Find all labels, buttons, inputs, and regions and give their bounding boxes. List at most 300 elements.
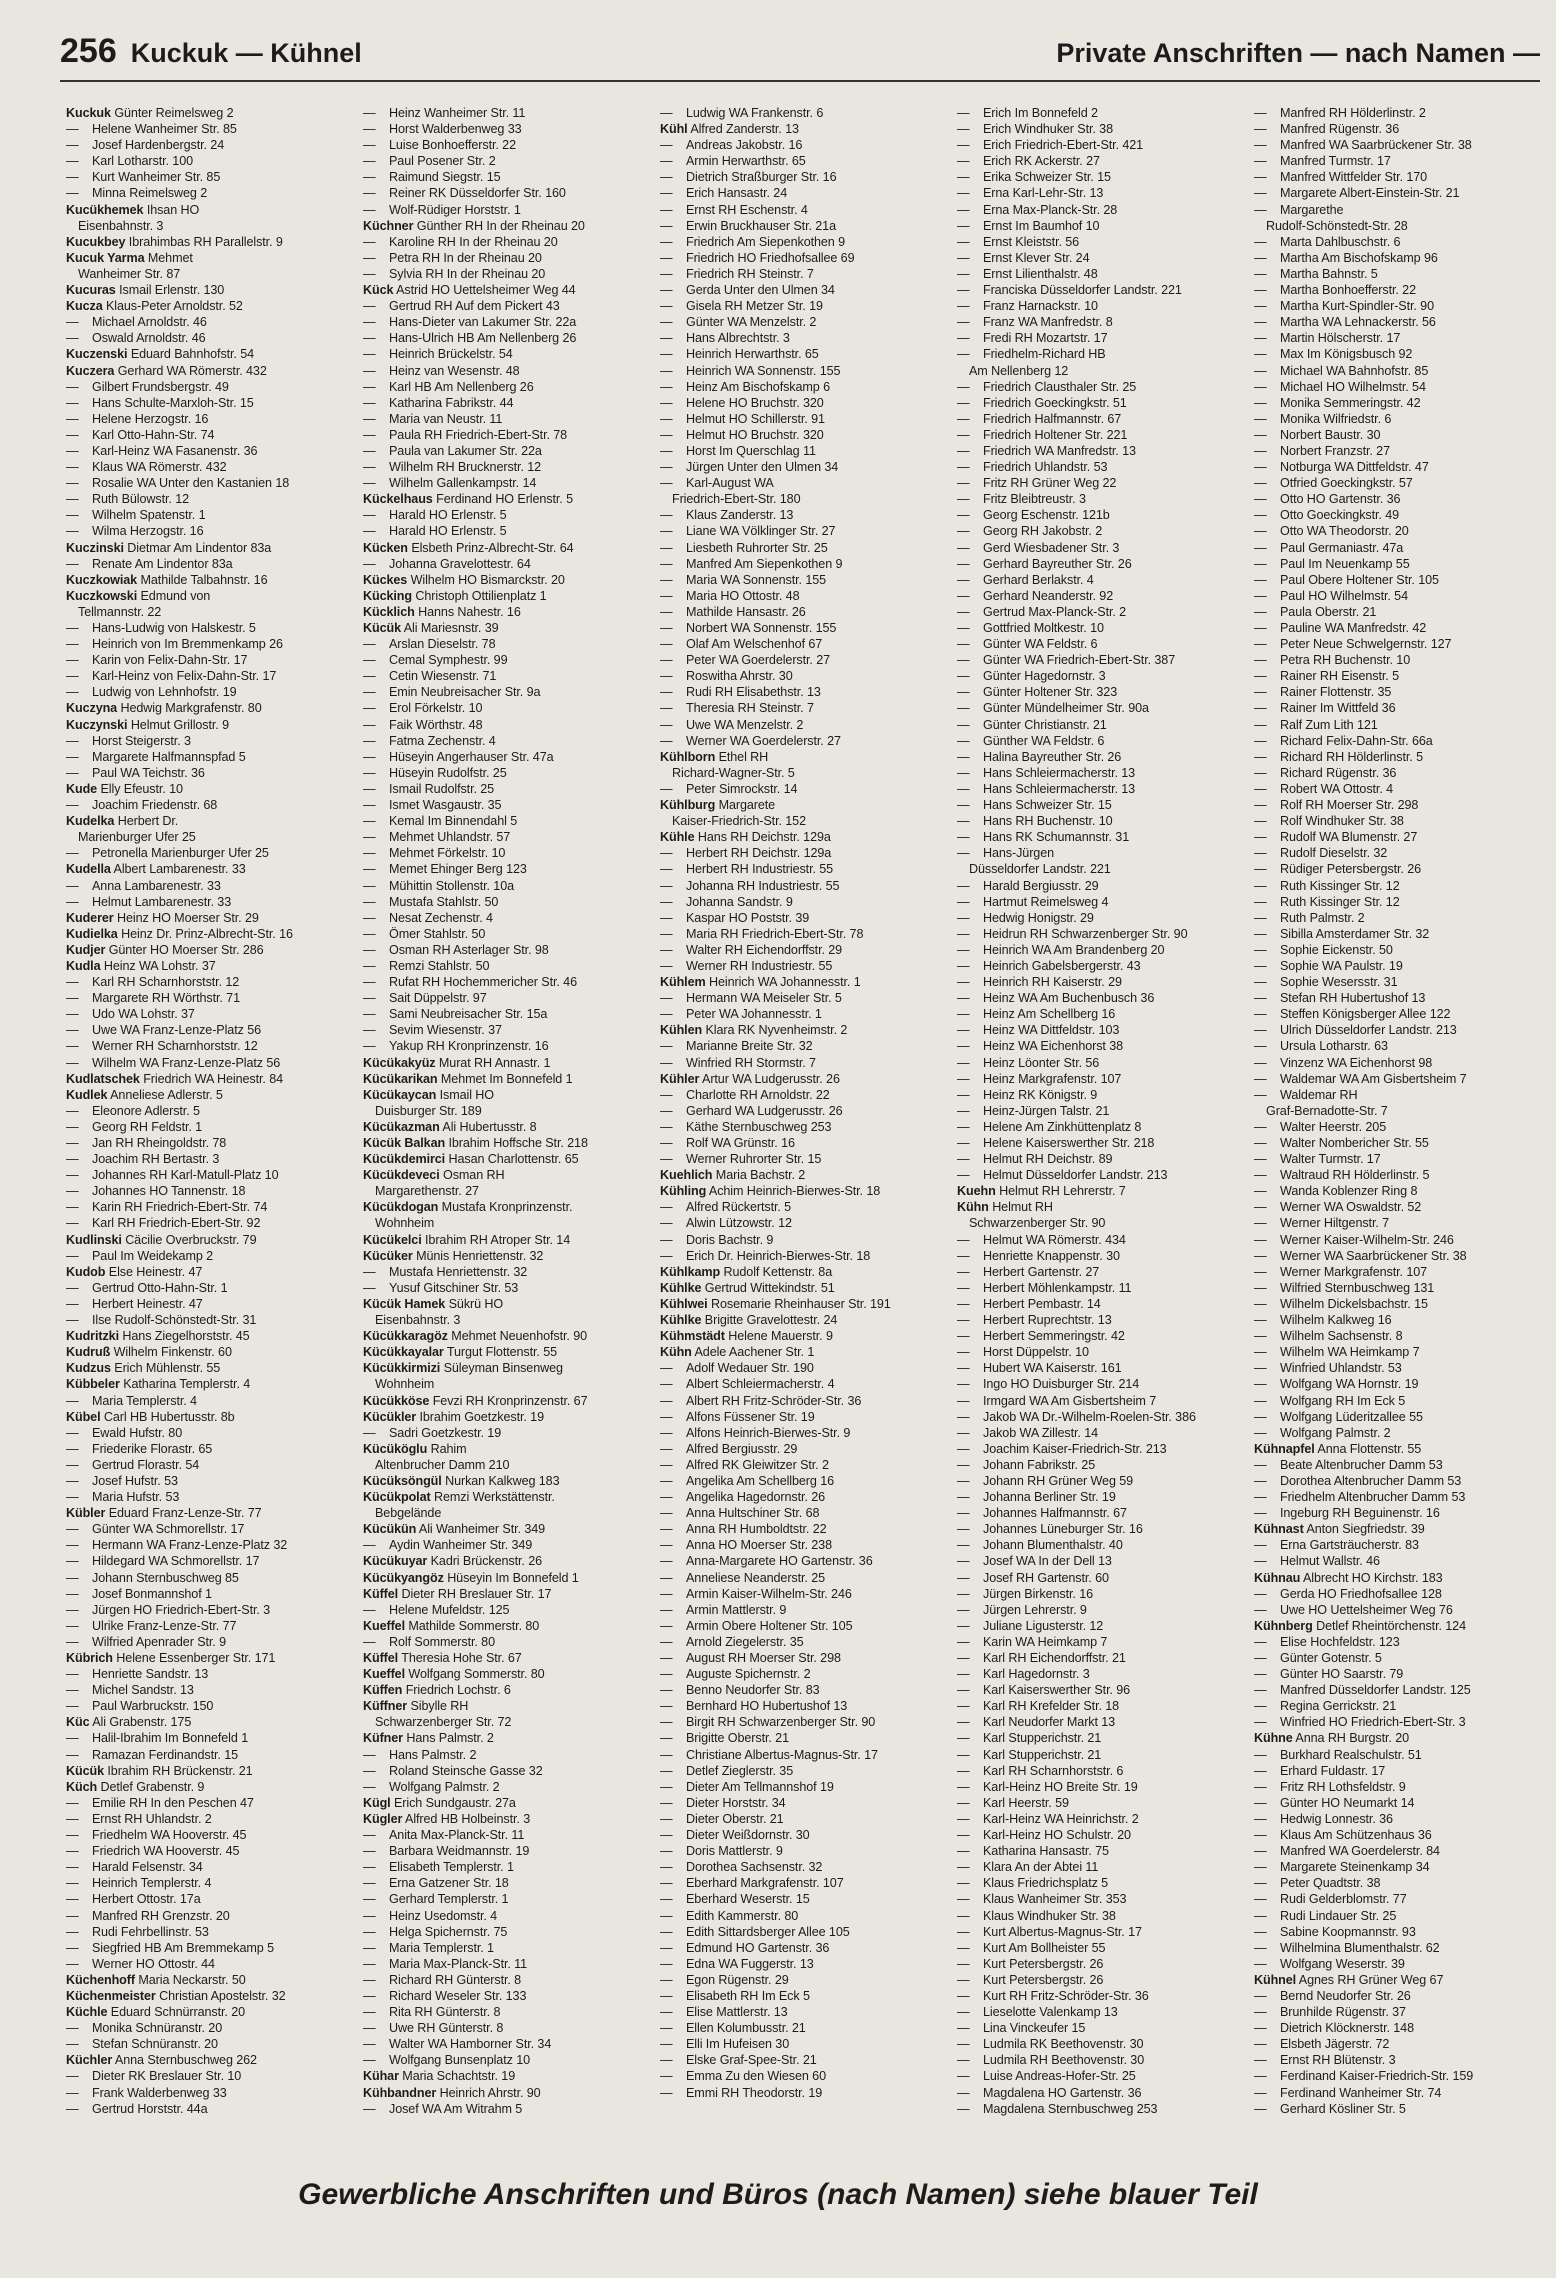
- directory-entry: [660, 1393, 951, 1409]
- repeat-dash: —: [66, 1168, 79, 1183]
- directory-entry: [1254, 1489, 1545, 1505]
- repeat-dash: —: [1254, 1651, 1267, 1665]
- entry-text: Adolf Wedauer Str. 190: [686, 1361, 814, 1376]
- entry-text: Hanns Nahestr. 16: [418, 604, 521, 619]
- directory-entry: [957, 861, 1248, 877]
- directory-entry: [66, 363, 357, 379]
- repeat-dash: —: [957, 508, 970, 523]
- entry-text: Sophie WA Paulstr. 19: [1280, 958, 1403, 973]
- repeat-dash: —: [660, 106, 673, 120]
- repeat-dash: —: [1254, 1908, 1267, 1923]
- directory-entry: [363, 700, 654, 716]
- entry-text: Olaf Am Welschenhof 67: [686, 637, 823, 652]
- entry-surname: Kühlke: [660, 1280, 702, 1295]
- repeat-dash: —: [363, 331, 376, 346]
- directory-entry: [363, 1891, 654, 1907]
- entry-text: Minna Reimelsweg 2: [92, 186, 208, 201]
- directory-entry: [66, 475, 357, 491]
- entry-text: Herbert RH Industriestr. 55: [686, 862, 834, 877]
- directory-entry: [957, 652, 1248, 668]
- entry-text: Joachim RH Bertastr. 3: [92, 1152, 220, 1167]
- directory-entry: [1254, 540, 1545, 556]
- directory-entry: [660, 1537, 951, 1553]
- repeat-dash: —: [66, 1007, 79, 1022]
- entry-text: Anna HO Moerser Str. 238: [686, 1538, 832, 1553]
- directory-entry: [66, 1795, 357, 1811]
- repeat-dash: —: [66, 1924, 79, 1939]
- directory-entry: [957, 1618, 1248, 1634]
- entry-text: Michael HO Wilhelmstr. 54: [1280, 379, 1426, 394]
- entry-text: Gerhard WA Römerstr. 432: [117, 363, 267, 378]
- repeat-dash: —: [1254, 2069, 1267, 2084]
- repeat-dash: —: [66, 1538, 79, 1553]
- directory-entry: [1254, 1779, 1545, 1795]
- entry-text: Johannes Lüneburger Str. 16: [983, 1522, 1143, 1537]
- repeat-dash: —: [1254, 1409, 1267, 1424]
- entry-text: Marianne Breite Str. 32: [686, 1039, 813, 1054]
- directory-entry: [957, 1409, 1248, 1425]
- directory-entry: [1254, 2020, 1545, 2036]
- directory-entry: [957, 1537, 1248, 1553]
- repeat-dash: —: [66, 991, 79, 1006]
- entry-text: Hans RH Buchenstr. 10: [983, 814, 1113, 829]
- entry-text: Hedwig Lonnestr. 36: [1280, 1811, 1393, 1826]
- entry-text: Heinrich Gabelsbergerstr. 43: [983, 958, 1141, 973]
- entry-text: Walter Heerstr. 205: [1280, 1119, 1387, 1134]
- directory-entry: [1254, 797, 1545, 813]
- repeat-dash: —: [660, 2085, 673, 2100]
- directory-entry: [66, 1167, 357, 1183]
- entry-text: Ernst RH Eschenstr. 4: [686, 202, 808, 217]
- repeat-dash: —: [363, 443, 376, 458]
- repeat-dash: —: [957, 878, 970, 893]
- repeat-dash: —: [1254, 1715, 1267, 1730]
- repeat-dash: —: [660, 878, 673, 893]
- directory-entry: [660, 1248, 951, 1264]
- entry-text: Sadri Goetzkestr. 19: [389, 1425, 502, 1440]
- directory-entry: [66, 1055, 357, 1071]
- entry-text: Dieter Horststr. 34: [686, 1795, 786, 1810]
- directory-entry: [66, 1006, 357, 1022]
- directory-entry: [660, 1312, 951, 1328]
- entry-text: Helmut Düsseldorfer Landstr. 213: [983, 1168, 1168, 1183]
- entry-text: Ulrike Franz-Lenze-Str. 77: [92, 1618, 237, 1633]
- entry-text: Joachim Kaiser-Friedrich-Str. 213: [983, 1441, 1167, 1456]
- directory-entry: [66, 588, 357, 604]
- repeat-dash: —: [66, 1699, 79, 1714]
- repeat-dash: —: [957, 540, 970, 555]
- repeat-dash: —: [1254, 1168, 1267, 1183]
- entry-text: Günther RH In der Rheinau 20: [416, 218, 585, 233]
- directory-entry: [66, 1473, 357, 1489]
- entry-text: Werner Markgrafenstr. 107: [1280, 1264, 1428, 1279]
- entry-text: Margarethenstr. 27: [375, 1184, 479, 1199]
- entry-text: Mühittin Stollenstr. 10a: [389, 878, 515, 893]
- entry-surname: Kühling: [660, 1184, 707, 1199]
- entry-text: Henriette Knappenstr. 30: [983, 1248, 1120, 1263]
- entry-text: Hans-Ludwig von Halskestr. 5: [92, 621, 256, 635]
- repeat-dash: —: [957, 122, 970, 137]
- directory-entry: [1254, 1682, 1545, 1698]
- entry-text: Karin von Felix-Dahn-Str. 17: [92, 653, 248, 668]
- entry-text: Klaus Am Schützenhaus 36: [1280, 1828, 1432, 1843]
- directory-entry: [660, 1875, 951, 1891]
- directory-entry: [957, 1811, 1248, 1827]
- repeat-dash: —: [1254, 717, 1267, 732]
- directory-entry: [363, 958, 654, 974]
- entry-text: Karin RH Friedrich-Ebert-Str. 74: [92, 1200, 268, 1215]
- entry-text: Ömer Stahlstr. 50: [389, 926, 486, 941]
- entry-text: Erhard Fuldastr. 17: [1280, 1763, 1386, 1778]
- entry-text: Winfried HO Friedrich-Ebert-Str. 3: [1280, 1715, 1466, 1730]
- entry-text: Eberhard Markgrafenstr. 107: [686, 1876, 844, 1891]
- directory-entry: [363, 330, 654, 346]
- directory-entry: [66, 572, 357, 588]
- entry-text: Winfried Uhlandstr. 53: [1280, 1361, 1402, 1376]
- entry-surname: Kueffel: [363, 1667, 405, 1682]
- directory-entry: [660, 1232, 951, 1248]
- entry-surname: Kucükhemek: [66, 202, 144, 217]
- repeat-dash: —: [1254, 1940, 1267, 1955]
- directory-entry: [363, 1763, 654, 1779]
- directory-entry: [957, 266, 1248, 282]
- directory-entry: [660, 314, 951, 330]
- repeat-dash: —: [957, 315, 970, 330]
- entry-surname: Kügl: [363, 1795, 391, 1810]
- entry-text: Joachim Friedenstr. 68: [92, 798, 218, 813]
- directory-entry: [957, 910, 1248, 926]
- repeat-dash: —: [1254, 1216, 1267, 1231]
- entry-text: Fredi RH Mozartstr. 17: [983, 331, 1108, 346]
- entry-surname: Kücüksöngül: [363, 1473, 442, 1488]
- entry-text: Richard Felix-Dahn-Str. 66a: [1280, 733, 1433, 748]
- entry-text: Georg RH Jakobstr. 2: [983, 524, 1103, 539]
- repeat-dash: —: [660, 443, 673, 458]
- entry-text: Renate Am Lindentor 83a: [92, 556, 233, 571]
- entry-surname: Kudielka: [66, 926, 118, 941]
- entry-text: Astrid HO Uettelsheimer Weg 44: [396, 283, 576, 298]
- entry-text: Hildegard WA Schmorellstr. 17: [92, 1554, 260, 1569]
- entry-text: Alwin Lützowstr. 12: [686, 1216, 792, 1231]
- repeat-dash: —: [66, 1136, 79, 1150]
- directory-entry: [1254, 1666, 1545, 1682]
- repeat-dash: —: [363, 1039, 376, 1054]
- repeat-dash: —: [1254, 524, 1267, 539]
- header-section-title: Private Anschriften — nach Namen —: [1056, 38, 1540, 68]
- directory-entry: [1254, 878, 1545, 894]
- directory-entry: [1254, 1006, 1545, 1022]
- entry-text: Albert Lambarenestr. 33: [113, 862, 246, 877]
- repeat-dash: —: [66, 1892, 79, 1907]
- entry-text: Klaus-Peter Arnoldstr. 52: [106, 299, 243, 314]
- directory-entry: [66, 105, 357, 121]
- entry-text: Eduard Schnürranstr. 20: [110, 2005, 246, 2020]
- directory-entry: [66, 717, 357, 733]
- entry-text: Horst Düppelstr. 10: [983, 1345, 1089, 1360]
- repeat-dash: —: [1254, 1007, 1267, 1022]
- repeat-dash: —: [1254, 1795, 1267, 1810]
- directory-entry: [66, 1924, 357, 1940]
- repeat-dash: —: [957, 958, 970, 973]
- entry-text: Maria Bachstr. 2: [715, 1168, 806, 1183]
- entry-text: Liane WA Völklinger Str. 27: [686, 524, 836, 539]
- entry-text: Udo WA Lohstr. 37: [92, 1007, 195, 1022]
- repeat-dash: —: [957, 846, 970, 861]
- entry-text: Doris Bachstr. 9: [686, 1232, 774, 1247]
- repeat-dash: —: [957, 798, 970, 813]
- footer-note: Gewerbliche Anschriften und Büros (nach Namen) siehe blauer Teil: [298, 2178, 1258, 2211]
- directory-entry: [1254, 652, 1545, 668]
- directory-entry: [363, 1779, 654, 1795]
- directory-entry: [660, 282, 951, 298]
- entry-text: Gertrud RH Auf dem Pickert 43: [389, 299, 560, 314]
- repeat-dash: —: [1254, 331, 1267, 346]
- entry-text: Wilhelm WA Heimkamp 7: [1280, 1345, 1420, 1360]
- directory-entry: [66, 346, 357, 362]
- repeat-dash: —: [660, 1811, 673, 1826]
- repeat-dash: —: [363, 1988, 376, 2003]
- directory-entry: [660, 1988, 951, 2004]
- entry-text: Heinrich Templerstr. 4: [92, 1876, 212, 1891]
- entry-text: Helene Mufeldstr. 125: [389, 1602, 510, 1617]
- repeat-dash: —: [66, 1828, 79, 1843]
- entry-text: Katharina Hansastr. 75: [983, 1844, 1109, 1859]
- entry-text: Ingo HO Duisburger Str. 214: [983, 1377, 1140, 1392]
- directory-entry: [66, 990, 357, 1006]
- directory-entry: [1254, 121, 1545, 137]
- directory-entry: [1254, 1232, 1545, 1248]
- entry-text: Mathilde Talbahnstr. 16: [140, 572, 268, 587]
- directory-entry: [363, 427, 654, 443]
- directory-entry: [363, 298, 654, 314]
- entry-text: Günter WA Friedrich-Ebert-Str. 387: [983, 653, 1176, 668]
- directory-columns: [66, 105, 1546, 2125]
- entry-text: Christiane Albertus-Magnus-Str. 17: [686, 1747, 878, 1762]
- repeat-dash: —: [1254, 154, 1267, 169]
- directory-entry: [66, 958, 357, 974]
- directory-entry: [957, 878, 1248, 894]
- entry-text: Gerda Unter den Ulmen 34: [686, 283, 835, 298]
- directory-entry: [957, 1730, 1248, 1746]
- repeat-dash: —: [1254, 1956, 1267, 1971]
- directory-entry: [66, 1232, 357, 1248]
- entry-text: Wolfgang Bunsenplatz 10: [389, 2053, 530, 2068]
- repeat-dash: —: [1254, 1490, 1267, 1505]
- entry-text: Münis Henriettenstr. 32: [416, 1248, 544, 1263]
- entry-text: Otto Goeckingkstr. 49: [1280, 508, 1399, 523]
- entry-text: Franciska Düsseldorfer Landstr. 221: [983, 283, 1182, 298]
- directory-entry: [1254, 1650, 1545, 1666]
- entry-text: Heinrich von Im Bremmenkamp 26: [92, 637, 283, 652]
- entry-surname: Kücükkaragöz: [363, 1329, 448, 1344]
- repeat-dash: —: [957, 1538, 970, 1553]
- repeat-dash: —: [66, 2069, 79, 2084]
- repeat-dash: —: [1254, 1361, 1267, 1376]
- directory-entry: [1254, 202, 1545, 218]
- directory-entry: [957, 234, 1248, 250]
- entry-text: Theresia Hohe Str. 67: [401, 1651, 522, 1665]
- repeat-dash: —: [66, 1747, 79, 1762]
- repeat-dash: —: [957, 1683, 970, 1698]
- directory-entry: [66, 1988, 357, 2004]
- directory-entry: [660, 2085, 951, 2101]
- entry-text: Peter Simrockstr. 14: [686, 781, 798, 796]
- repeat-dash: —: [363, 1007, 376, 1022]
- repeat-dash: —: [66, 653, 79, 668]
- directory-entry: [1254, 1441, 1545, 1457]
- entry-text: Dietrich Straßburger Str. 16: [686, 170, 837, 185]
- repeat-dash: —: [1254, 250, 1267, 265]
- entry-surname: Kücükkayalar: [363, 1345, 444, 1360]
- directory-entry: [66, 1650, 357, 1666]
- entry-text: Sibilla Amsterdamer Str. 32: [1280, 926, 1430, 941]
- repeat-dash: —: [957, 1425, 970, 1440]
- directory-entry: [660, 1441, 951, 1457]
- entry-text: Karl-August WA: [686, 476, 774, 491]
- directory-entry: [660, 813, 951, 829]
- directory-entry: [660, 2020, 951, 2036]
- entry-text: Heinrich WA Johannesstr. 1: [709, 975, 861, 990]
- entry-text: Maria Schachtstr. 19: [402, 2069, 516, 2084]
- directory-entry: [363, 1634, 654, 1650]
- entry-text: Erich Sundgaustr. 27a: [394, 1795, 516, 1810]
- repeat-dash: —: [66, 1844, 79, 1859]
- entry-surname: Kudelka: [66, 814, 115, 829]
- directory-entry: [66, 1119, 357, 1135]
- entry-surname: Kücükkirmizi: [363, 1361, 441, 1376]
- directory-entry: [660, 1215, 951, 1231]
- directory-entry: [1254, 234, 1545, 250]
- repeat-dash: —: [1254, 1280, 1267, 1295]
- entry-surname: Kühl: [660, 122, 688, 137]
- repeat-dash: —: [660, 1377, 673, 1392]
- repeat-dash: —: [1254, 1393, 1267, 1408]
- directory-entry: [957, 1570, 1248, 1586]
- entry-text: Egon Rügenstr. 29: [686, 1972, 789, 1987]
- directory-entry: [660, 1891, 951, 1907]
- directory-entry: [363, 878, 654, 894]
- directory-entry: [1254, 1586, 1545, 1602]
- directory-entry: [660, 894, 951, 910]
- repeat-dash: —: [1254, 1988, 1267, 2003]
- entry-text: Martha Am Bischofskamp 96: [1280, 250, 1438, 265]
- entry-text: Josef Bonmannshof 1: [92, 1586, 212, 1601]
- repeat-dash: —: [363, 1602, 376, 1617]
- repeat-dash: —: [66, 894, 79, 909]
- directory-entry: [957, 1296, 1248, 1312]
- repeat-dash: —: [363, 476, 376, 491]
- directory-entry: [363, 153, 654, 169]
- repeat-dash: —: [660, 1039, 673, 1054]
- repeat-dash: —: [66, 427, 79, 442]
- repeat-dash: —: [1254, 1345, 1267, 1360]
- repeat-dash: —: [66, 492, 79, 507]
- directory-entry: [66, 636, 357, 652]
- entry-surname: Kühnberg: [1254, 1618, 1313, 1633]
- entry-text: Dieter RH Breslauer Str. 17: [401, 1586, 552, 1601]
- entry-text: Anna RH Burgstr. 20: [1295, 1731, 1410, 1746]
- directory-entry: [660, 684, 951, 700]
- directory-entry: [957, 411, 1248, 427]
- directory-entry: [66, 1891, 357, 1907]
- repeat-dash: —: [66, 411, 79, 426]
- repeat-dash: —: [1254, 798, 1267, 813]
- repeat-dash: —: [1254, 685, 1267, 700]
- repeat-dash: —: [66, 1457, 79, 1472]
- repeat-dash: —: [66, 1586, 79, 1601]
- directory-entry: [66, 700, 357, 716]
- entry-text: Peter WA Goerdelerstr. 27: [686, 653, 831, 668]
- repeat-dash: —: [957, 1055, 970, 1070]
- repeat-dash: —: [957, 395, 970, 410]
- directory-entry: [660, 1199, 951, 1215]
- entry-text: Dieter Am Tellmannshof 19: [686, 1779, 834, 1794]
- directory-column-4: [957, 105, 1248, 2125]
- entry-text: Jürgen Lehrerstr. 9: [983, 1602, 1087, 1617]
- entry-text: Detlef Grabenstr. 9: [100, 1779, 205, 1794]
- entry-text: Werner WA Saarbrückener Str. 38: [1280, 1248, 1467, 1263]
- repeat-dash: —: [66, 1956, 79, 1971]
- directory-entry: [660, 1634, 951, 1650]
- repeat-dash: —: [66, 170, 79, 185]
- repeat-dash: —: [660, 1538, 673, 1553]
- directory-entry: [660, 958, 951, 974]
- entry-text: Dieter Oberstr. 21: [686, 1811, 784, 1826]
- entry-text: Herbert Gartenstr. 27: [983, 1264, 1100, 1279]
- repeat-dash: —: [660, 540, 673, 555]
- repeat-dash: —: [1254, 588, 1267, 603]
- directory-entry: [363, 1714, 654, 1730]
- entry-surname: Kücükyangöz: [363, 1570, 444, 1585]
- entry-text: Ellen Kolumbusstr. 21: [686, 2021, 806, 2036]
- entry-text: Mathilde Sommerstr. 80: [408, 1618, 540, 1633]
- entry-text: Petronella Marienburger Ufer 25: [92, 846, 269, 861]
- directory-column-3: [660, 105, 951, 2125]
- entry-text: Regina Gerrickstr. 21: [1280, 1699, 1397, 1714]
- repeat-dash: —: [660, 572, 673, 587]
- entry-text: Eduard Bahnhofstr. 54: [130, 347, 255, 362]
- repeat-dash: —: [66, 2037, 79, 2052]
- directory-entry: [1254, 169, 1545, 185]
- entry-text: Hans Schweizer Str. 15: [983, 798, 1112, 813]
- directory-entry: [957, 443, 1248, 459]
- entry-text: Bernhard HO Hubertushof 13: [686, 1699, 848, 1714]
- directory-entry: [363, 2036, 654, 2052]
- directory-entry: [363, 1988, 654, 2004]
- directory-entry: [1254, 1553, 1545, 1569]
- directory-entry: [66, 1602, 357, 1618]
- repeat-dash: —: [660, 588, 673, 603]
- entry-text: Ulrich Düsseldorfer Landstr. 213: [1280, 1023, 1457, 1038]
- entry-text: Jürgen Unter den Ulmen 34: [686, 460, 839, 475]
- directory-entry: [1254, 717, 1545, 733]
- repeat-dash: —: [1254, 1506, 1267, 1521]
- repeat-dash: —: [363, 1280, 376, 1295]
- directory-entry: [1254, 1618, 1545, 1634]
- directory-entry: [1254, 829, 1545, 845]
- directory-entry: [660, 1151, 951, 1167]
- directory-entry: [1254, 1473, 1545, 1489]
- entry-text: Rolf RH Moerser Str. 298: [1280, 798, 1419, 813]
- entry-text: Norbert WA Sonnenstr. 155: [686, 621, 837, 635]
- directory-entry: [660, 1570, 951, 1586]
- directory-entry: [957, 2085, 1248, 2101]
- entry-text: Günter Mündelheimer Str. 90a: [983, 701, 1149, 716]
- directory-entry: [66, 1618, 357, 1634]
- entry-text: Fevzi RH Kronprinzenstr. 67: [432, 1393, 588, 1408]
- directory-entry: [66, 1038, 357, 1054]
- directory-entry: [660, 1521, 951, 1537]
